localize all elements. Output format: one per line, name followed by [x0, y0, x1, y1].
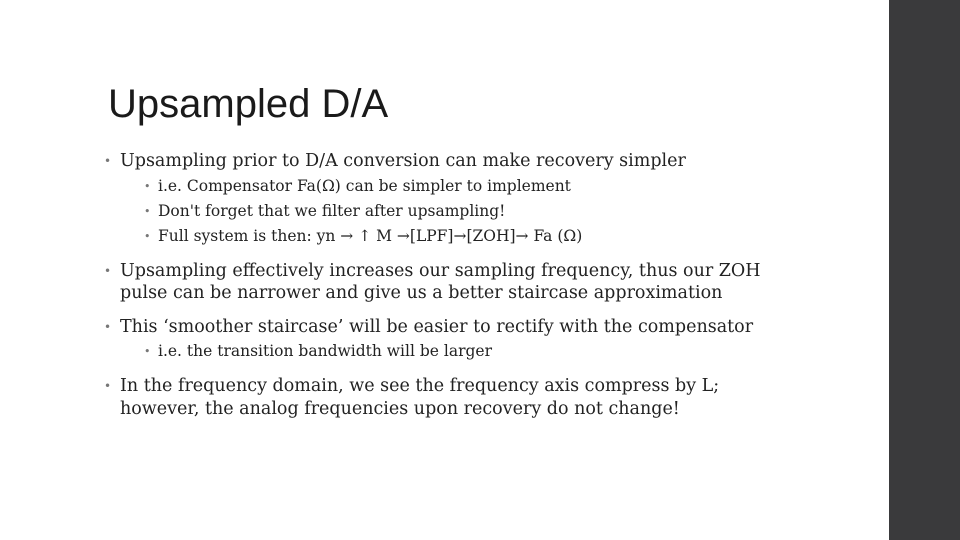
right-sidebar-band	[889, 0, 960, 540]
bullet-icon: •	[144, 204, 151, 218]
bullet-icon: •	[144, 345, 151, 358]
bullet-icon: •	[144, 179, 151, 193]
bullet-text: In the frequency domain, we see the frequency axis compress by L; however, the analog frequencies upon recovery do not change!	[120, 376, 720, 419]
bullet-item	[104, 260, 784, 305]
sub-bullet-text: Full system is then: yn → ↑ M →[LPF]→[ZOH]→ Fa (Ω)	[158, 226, 583, 245]
bullet-text: Upsampling prior to D/A conversion can make recovery simpler	[120, 151, 686, 171]
slide-body	[104, 150, 784, 420]
sub-bullet-item	[120, 339, 784, 364]
sub-bullet-text: Don't forget that we filter after upsampling!	[158, 201, 506, 220]
sub-bullet-text: i.e. the transition bandwidth will be larger	[158, 342, 492, 360]
slide-title: Upsampled D/A	[108, 82, 389, 126]
sub-bullet-list	[120, 174, 784, 249]
bullet-icon: •	[104, 319, 112, 334]
bullet-item	[104, 150, 784, 249]
bullet-icon: •	[104, 263, 112, 278]
bullet-icon: •	[104, 154, 112, 168]
sub-bullet-list	[120, 339, 784, 364]
bullet-text: Upsampling effectively increases our sampling frequency, thus our ZOH pulse can be narrower and give us a better staircase approximation	[120, 260, 761, 303]
bullet-item	[104, 316, 784, 365]
sub-bullet-item	[120, 224, 784, 249]
bullet-icon: •	[104, 379, 112, 393]
bullet-item	[104, 375, 784, 420]
bullet-text: This ‘smoother staircase’ will be easier to rectify with the compensator	[120, 316, 754, 337]
sub-bullet-item	[120, 174, 784, 199]
sub-bullet-text: i.e. Compensator Fa(Ω) can be simpler to implement	[158, 176, 571, 195]
bullet-icon: •	[144, 229, 151, 243]
sub-bullet-item	[120, 199, 784, 224]
